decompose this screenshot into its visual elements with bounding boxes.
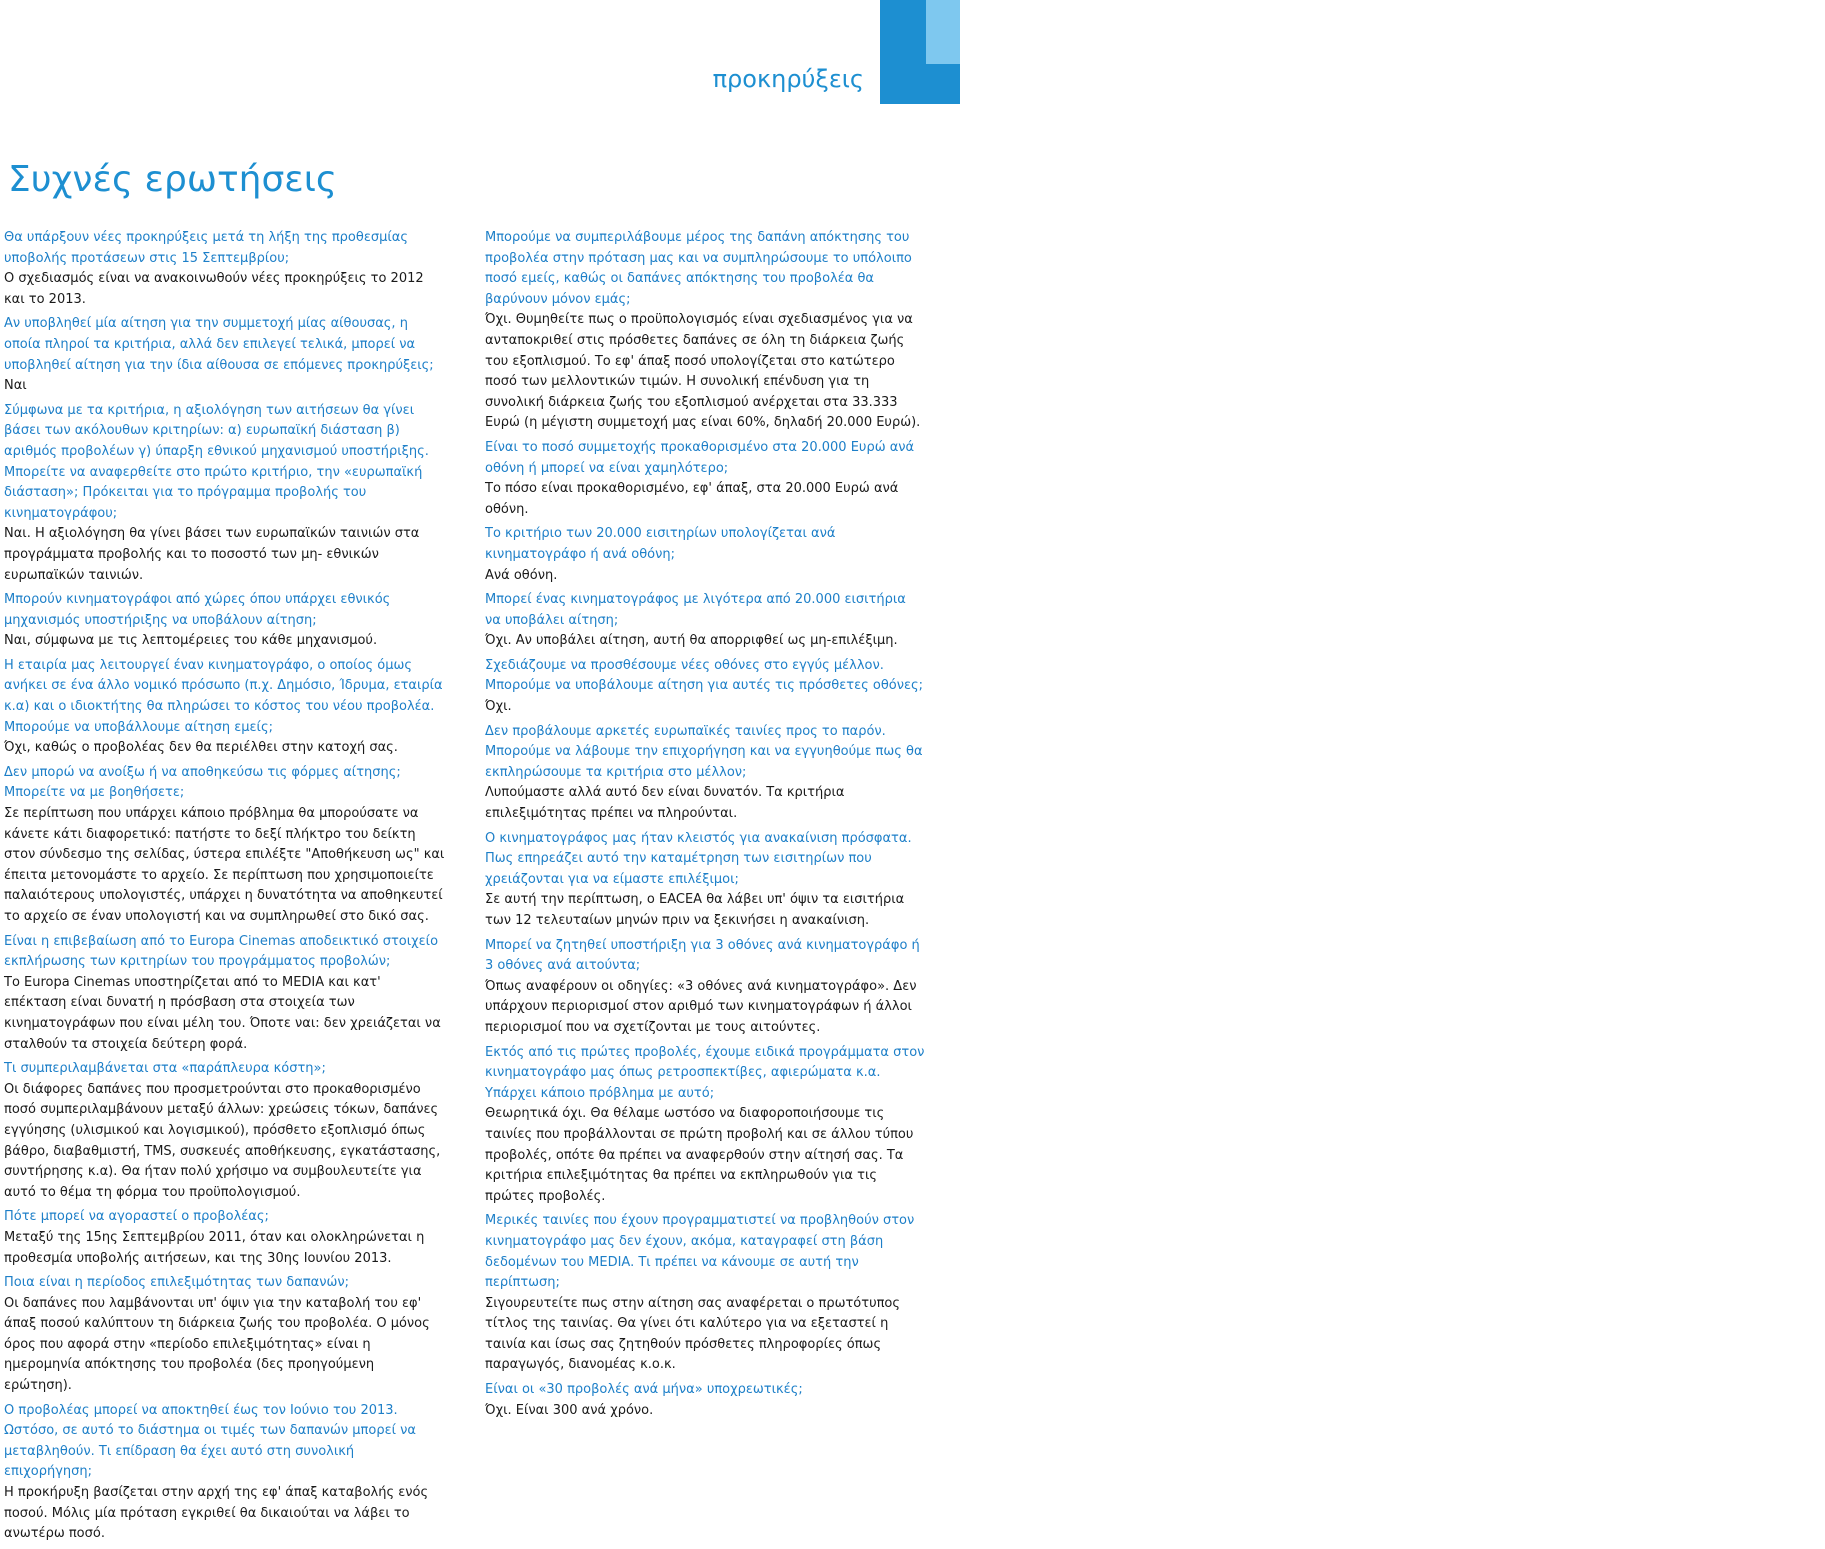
faq-answer: Το Europa Cinemas υποστηρίζεται από το MEDIA και κατ' επέκταση είναι δυνατή η πρόσβαση στα στοιχεία των κινηματογράφων που είναι μέλη του. Όποτε ναι: δεν χρειάζεται να σταλθούν τα στοιχεία δεύτερη φορά. bbox=[4, 974, 441, 1052]
faq-answer: Ναι. Η αξιολόγηση θα γίνει βάσει των ευρωπαϊκών ταινιών στα προγράμματα προβολής και το ποσοστό των μη- εθνικών ευρωπαϊκών ταινιών. bbox=[4, 526, 420, 583]
faq-item bbox=[485, 936, 925, 1043]
faq-answer: Ο σχεδιασμός είναι να ανακοινωθούν νέες προκηρύξεις το 2012 και το 2013. bbox=[4, 271, 424, 307]
faq-answer: Σε αυτή την περίπτωση, ο EACEA θα λάβει υπ' όψιν τα εισιτήρια των 12 τελευταίων μηνών πριν να ξεκινήσει η ανακαίνιση. bbox=[485, 892, 905, 928]
faq-question: Το κριτήριο των 20.000 εισιτηρίων υπολογίζεται ανά κινηματογράφο ή ανά οθόνη; bbox=[485, 526, 836, 562]
faq-question: Σύμφωνα με τα κριτήρια, η αξιολόγηση των αιτήσεων θα γίνει βάσει των ακόλουθων κριτηρίων: α) ευρωπαϊκή διάσταση β) αριθμός προβολέων γ) ύπαρξη εθνικού μηχανισμού υποστήριξης. Μπορείτε να αναφερθείτε στο πρώτο κριτήριο, την «ευρωπαϊκή διάσταση»; Πρόκειται για το πρόγραμμα προβολής του κινηματογράφου; bbox=[4, 402, 429, 521]
faq-answer: Το πόσο είναι προκαθορισμένο, εφ' άπαξ, στα 20.000 Ευρώ ανά οθόνη. bbox=[485, 481, 899, 517]
faq-item bbox=[4, 932, 446, 1060]
faq-answer: Ναι, σύμφωνα με τις λεπτομέρειες του κάθε μηχανισμού. bbox=[4, 633, 378, 649]
faq-item bbox=[4, 228, 446, 314]
faq-answer: Όχι. Αν υποβάλει αίτηση, αυτή θα απορριφθεί ως μη-επιλέξιμη. bbox=[485, 633, 898, 649]
faq-answer: Η προκήρυξη βασίζεται στην αρχή της εφ' άπαξ καταβολής ενός ποσού. Μόλις μία πρόταση εγκριθεί θα δικαιούται να λάβει το ανωτέρω ποσό. bbox=[4, 1485, 429, 1542]
faq-answer: Ανά οθόνη. bbox=[485, 567, 558, 583]
faq-answer: Όπως αναφέρουν οι οδηγίες: «3 οθόνες ανά κινηματογράφο». Δεν υπάρχουν περιορισμοί στον αριθμό των κινηματογράφων ή άλλοι περιορισμοί που να σχετίζονται με τους αιτούντες. bbox=[485, 978, 917, 1035]
faq-item bbox=[485, 656, 925, 722]
faq-item bbox=[485, 228, 925, 438]
faq-question: Ο κινηματογράφος μας ήταν κλειστός για ανακαίνιση πρόσφατα. Πως επηρεάζει αυτό την καταμέτρηση των εισιτηρίων που χρειάζονται για να είμαστε επιλέξιμοι; bbox=[485, 830, 912, 887]
header-strip bbox=[880, 0, 1809, 104]
faq-answer: Σιγουρευτείτε πως στην αίτηση σας αναφέρεται ο πρωτότυπος τίτλος της ταινίας. Θα γίνει ότι καλύτερο για να εξεταστεί η ταινία και ίσως σας ζητηθούν πρόσθετες πληροφορίες όπως παραγωγός, διανομέας κ.ο.κ. bbox=[485, 1295, 901, 1373]
faq-question: Πότε μπορεί να αγοραστεί ο προβολέας; bbox=[4, 1209, 269, 1225]
page-title: Συχνές ερωτήσεις bbox=[8, 159, 338, 200]
faq-item bbox=[4, 1207, 446, 1273]
faq-question: Είναι οι «30 προβολές ανά μήνα» υποχρεωτικές; bbox=[485, 1382, 803, 1398]
faq-answer: Όχι. Είναι 300 ανά χρόνο. bbox=[485, 1402, 654, 1418]
faq-question: Εκτός από τις πρώτες προβολές, έχουμε ειδικά προγράμματα στον κινηματογράφο μας όπως ρετροσπεκτίβες, αφιερώματα κ.α. Υπάρχει κάποιο πρόβλημα με αυτό; bbox=[485, 1044, 925, 1101]
faq-item bbox=[4, 314, 446, 400]
faq-question: Η εταιρία μας λειτουργεί έναν κινηματογράφο, ο οποίος όμως ανήκει σε ένα άλλο νομικό πρόσωπο (π.χ. Δημόσιο, Ίδρυμα, εταιρία κ.α) και ο ιδιοκτήτης θα πληρώσει το κόστος του νέου προβολέα. Μπορούμε να υποβάλλουμε αίτηση εμείς; bbox=[4, 657, 443, 735]
faq-question: Ποια είναι η περίοδος επιλεξιμότητας των δαπανών; bbox=[4, 1275, 350, 1291]
faq-question: Μπορούμε να συμπεριλάβουμε μέρος της δαπάνη απόκτησης του προβολέα στην πρόταση μας και να συμπληρώσουμε το υπόλοιπο ποσό εμείς, καθώς οι δαπάνες απόκτησης του προβολέα θα βαρύνουν μόνον εμάς; bbox=[485, 230, 912, 307]
faq-question: Είναι το ποσό συμμετοχής προκαθορισμένο στα 20.000 Ευρώ ανά οθόνη ή μπορεί να είναι χαμηλότερο; bbox=[485, 439, 915, 476]
page-number: 8 bbox=[1791, 63, 1809, 96]
faq-question: Δεν προβάλουμε αρκετές ευρωπαϊκές ταινίες προς το παρόν. Μπορούμε να λάβουμε την επιχορήγηση και να εγγυηθούμε πως θα εκπληρώσουμε τα κριτήρια στο μέλλον; bbox=[485, 723, 923, 780]
section-label: προκηρύξεις bbox=[712, 65, 864, 93]
faq-answer: Όχι. bbox=[485, 699, 512, 715]
faq-item bbox=[4, 656, 446, 763]
faq-question: Θα υπάρξουν νέες προκηρύξεις μετά τη λήξη της προθεσμίας υποβολής προτάσεων στις 15 Σεπτεμβρίου; bbox=[4, 230, 408, 266]
faq-question: Μπορεί να ζητηθεί υποστήριξη για 3 οθόνες ανά κινηματογράφο ή 3 οθόνες ανά αιτούντα; bbox=[485, 937, 920, 974]
faq-item bbox=[485, 1380, 925, 1425]
faq-answer: Σε περίπτωση που υπάρχει κάποιο πρόβλημα θα μπορούσατε να κάνετε κάτι διαφορετικό: πατήστε το δεξί πλήκτρο του δείκτη στον σύνδεσμο της σελίδας, ύστερα επιλέξτε "Αποθήκευση ως" και έπειτα μετονομάστε το αρχείο. Σε περίπτωση που χρησιμοποιείτε παλαιότερους υπολογιστές, υπάρχει η δυνατότητα να αποθηκευτεί το αρχείο σε έναν υπολογιστή και να συμπληρωθεί στο δικό σας. bbox=[4, 806, 445, 924]
film-strip-icon bbox=[880, 0, 960, 104]
faq-answer: Οι δαπάνες που λαμβάνονται υπ' όψιν για την καταβολή του εφ' άπαξ ποσού καλύπτουν τη διάρκεια ζωής του προβολέα. Ο μόνος όρος που αφορά στην «περίοδο επιλεξιμότητας» είναι η ημερομηνία απόκτησης του προβολέα (δες προηγούμενη ερώτηση). bbox=[4, 1295, 430, 1394]
faq-question: Είναι η επιβεβαίωση από το Europa Cinemas αποδεικτικό στοιχείο εκπλήρωσης των κριτηρίων του προγράμματος προβολών; bbox=[4, 933, 439, 970]
faq-question: Ο προβολέας μπορεί να αποκτηθεί έως τον Ιούνιο του 2013. Ωστόσο, σε αυτό το διάστημα οι τιμές των δαπανών μπορεί να μεταβληθούν. Τι επίδραση θα έχει αυτό στη συνολική επιχορήγηση; bbox=[4, 1402, 416, 1480]
faq-item bbox=[485, 438, 925, 524]
faq-question: Μπορεί ένας κινηματογράφος με λιγότερα από 20.000 εισιτήρια να υποβάλει αίτηση; bbox=[485, 592, 906, 628]
faq-question: Δεν μπορώ να ανοίξω ή να αποθηκεύσω τις φόρμες αίτησης; Μπορείτε να με βοηθήσετε; bbox=[4, 764, 401, 801]
faq-question: Αν υποβληθεί μία αίτηση για την συμμετοχή μίας αίθουσας, η οποία πληροί τα κριτήρια, αλλά δεν επιλεγεί τελικά, μπορεί να υποβληθεί αίτηση για την ίδια αίθουσα σε επόμενες προκηρύξεις; bbox=[4, 316, 434, 373]
faq-answer: Όχι. Θυμηθείτε πως ο προϋπολογισμός είναι σχεδιασμένος για να ανταποκριθεί στις πρόσθετες δαπάνες σε όλη τη διάρκεια ζωής του εξοπλισμού. Το εφ' άπαξ ποσό υπολογίζεται στο κατώτερο ποσό των μελλοντικών τιμών. Η συνολική επένδυση για τη συνολική διάρκεια ζωής του εξοπλισμού ανέρχεται στα 33.333 Ευρώ (η μέγιστη συμμετοχή μας είναι 60%, δηλαδή 20.000 Ευρώ). bbox=[485, 312, 921, 431]
faq-question: Τι συμπεριλαμβάνεται στα «παράπλευρα κόστη»; bbox=[4, 1061, 326, 1077]
left-column bbox=[4, 228, 446, 1549]
faq-answer: Όχι, καθώς ο προβολέας δεν θα περιέλθει στην κατοχή σας. bbox=[4, 740, 398, 756]
faq-answer: Ναι bbox=[4, 378, 27, 394]
faq-answer: Οι διάφορες δαπάνες που προσμετρούνται στο προκαθορισμένο ποσό συμπεριλαμβάνουν μεταξύ άλλων: χρεώσεις τόκων, δαπάνες εγγύησης (υλισμικού και λογισμικού), πρόσθετο εξοπλισμό όπως βάθρο, διαβαθμιστή, TMS, συσκευές αποθήκευσης, εγκατάστασης, συντήρησης κ.α). Θα ήταν πολύ χρήσιμο να συμβουλευτείτε για αυτό το θέμα τη φόρμα του προϋπολογισμού. bbox=[4, 1081, 441, 1200]
faq-item bbox=[485, 590, 925, 656]
faq-item bbox=[4, 590, 446, 656]
faq-answer: Θεωρητικά όχι. Θα θέλαμε ωστόσο να διαφοροποιήσουμε τις ταινίες που προβάλλονται σε πρώτη προβολή και σε άλλου τύπου προβολές, οπότε θα πρέπει να αναφερθούν στην αίτησή σας. Τα κριτήρια επιλεξιμότητας θα πρέπει να εκπληρωθούν για τις πρώτες προβολές. bbox=[485, 1106, 914, 1204]
faq-item bbox=[4, 401, 446, 590]
faq-answer: Μεταξύ της 15ης Σεπτεμβρίου 2011, όταν και ολοκληρώνεται η προθεσμία υποβολής αιτήσεων, και της 30ης Ιουνίου 2013. bbox=[4, 1229, 425, 1266]
faq-question: Μπορούν κινηματογράφοι από χώρες όπου υπάρχει εθνικός μηχανισμός υποστήριξης να υποβάλουν αίτηση; bbox=[4, 592, 391, 628]
faq-item bbox=[4, 1273, 446, 1401]
faq-item bbox=[485, 524, 925, 590]
faq-item bbox=[4, 1401, 446, 1549]
faq-item bbox=[485, 829, 925, 936]
right-column bbox=[485, 228, 925, 1425]
faq-answer: Λυπούμαστε αλλά αυτό δεν είναι δυνατόν. Τα κριτήρια επιλεξιμότητας πρέπει να πληρούνται. bbox=[485, 785, 845, 822]
faq-question: Σχεδιάζουμε να προσθέσουμε νέες οθόνες στο εγγύς μέλλον. Μπορούμε να υποβάλουμε αίτηση για αυτές τις πρόσθετες οθόνες; bbox=[485, 657, 924, 694]
faq-question: Μερικές ταινίες που έχουν προγραμματιστεί να προβληθούν στον κινηματογράφο μας δεν έχουν, ακόμα, καταγραφεί στη βάση δεδομένων του MEDIA. Τι πρέπει να κάνουμε σε αυτή την περίπτωση; bbox=[485, 1213, 915, 1291]
faq-item bbox=[485, 722, 925, 829]
faq-item bbox=[4, 1059, 446, 1207]
faq-item bbox=[4, 763, 446, 932]
faq-item bbox=[485, 1043, 925, 1212]
faq-item bbox=[485, 1211, 925, 1380]
